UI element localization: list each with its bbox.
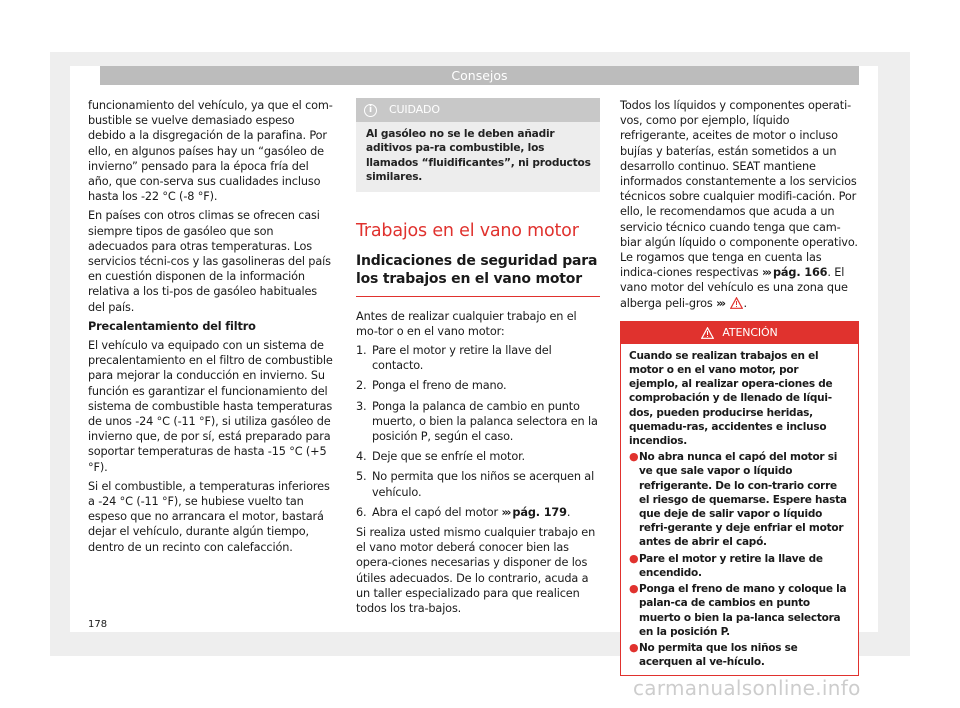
bullet-text: No abra nunca el capó del motor si ve que sale vapor o líquido refrigerante. De lo con-trario corre el riesgo de quemarse. Espere hasta que deje de salir vapor o líquido refri-gerante y deje enfriar el motor antes de abrir el capó. bbox=[639, 451, 847, 549]
column-middle bbox=[356, 98, 600, 620]
list-item bbox=[356, 449, 600, 464]
paragraph: El vehículo va equipado con un sistema de precalentamiento en el filtro de combustible para mejorar la conducción en invierno. Su función es garantizar el funcionamiento del sistema de combustible hasta temperaturas de unos -24 °C (-11 °F), si utiliza gasóleo de invierno que, de por sí, está preparado para soportar temperaturas de hasta -15 °C (+5 °F). bbox=[88, 339, 333, 474]
warning-list bbox=[629, 450, 850, 669]
step-text: Ponga la palanca de cambio en punto muerto, o bien la palanca selectora en la posición P, según el caso. bbox=[372, 399, 598, 444]
step-number: 1. bbox=[356, 344, 367, 358]
text-run: . bbox=[743, 296, 747, 310]
list-item bbox=[629, 641, 850, 669]
subheading: Precalentamiento del filtro bbox=[88, 319, 256, 333]
outro-paragraph: Si realiza usted mismo cualquier trabajo en el vano motor deberá conocer bien las opera-ciones necesarias y disponer de los útiles adecuados. De lo contrario, acuda a un taller especializado para que realicen todos los tra-bajos. bbox=[356, 526, 596, 616]
intro-paragraph: Antes de realizar cualquier trabajo en el mo-tor o en el vano motor: bbox=[356, 309, 577, 338]
page-reference-link[interactable]: pág. 166 bbox=[772, 266, 828, 280]
step-text: Deje que se enfríe el motor. bbox=[372, 450, 525, 464]
step-number: 6. bbox=[356, 505, 367, 519]
text-run: Todos los líquidos y componentes operati-vos, como por ejemplo, líquido refrigerante, aceites de motor o incluso bujías y baterías, están sometidos a un desarrollo continuo. SEAT mantiene informados constantemente a los servicios técnicos sobre cualquier modifi-cación. Por ello, le recomendamos que acuda a un servicio técnico cuando tenga que cam-biar algún líquido o componente operativo. Le rogamos que tenga en cuenta las indica-ciones respectivas bbox=[620, 99, 858, 280]
bullet-text: Pare el motor y retire la llave de encendido. bbox=[639, 552, 823, 579]
list-item bbox=[629, 552, 850, 580]
list-item bbox=[356, 378, 600, 393]
bullet-text: No permita que los niños se acerquen al ve-hículo. bbox=[639, 641, 798, 669]
step-text: No permita que los niños se acerquen al vehículo. bbox=[372, 470, 595, 499]
caution-header bbox=[356, 98, 600, 122]
page-reference-link[interactable]: pág. 179 bbox=[512, 505, 567, 519]
bullet-icon: ● bbox=[629, 582, 639, 596]
warning-header bbox=[621, 322, 858, 344]
bullet-icon: ● bbox=[629, 551, 639, 565]
bullet-text: Ponga el freno de mano y coloque la palan-ca de cambios en punto muerto o bien la pa-lanca selectora en la posición P. bbox=[639, 583, 847, 638]
warning-label: ATENCIÓN bbox=[722, 326, 778, 340]
info-icon: i bbox=[364, 104, 377, 117]
paragraph: funcionamiento del vehículo, ya que el com-bustible se vuelve demasiado espeso debido a la disgregación de la parafina. Por ello, en algunos países hay un “gasóleo de invierno” pensado para la época fría del año, que con-serva sus cualidades incluso hasta los -22 °C (-8 °F). bbox=[88, 99, 333, 204]
warning-box bbox=[620, 321, 859, 676]
column-right bbox=[620, 98, 859, 676]
step-text: Pare el motor y retire la llave del contacto. bbox=[372, 344, 552, 373]
watermark: carmanualsonline.info bbox=[633, 676, 861, 700]
paragraph: En países con otros climas se ofrecen casi siempre tipos de gasóleo que son adecuados para otras temperaturas. Los servicios técni-cos y las gasolineras del país en cuestión disponen de la información relativa a los ti-pos de gasóleo habituales del país. bbox=[88, 209, 331, 314]
step-number: 5. bbox=[356, 470, 367, 484]
paragraph bbox=[620, 98, 859, 311]
column-left bbox=[88, 98, 334, 559]
step-number: 3. bbox=[356, 399, 367, 413]
cross-reference-arrows: ››› bbox=[501, 505, 510, 519]
list-item bbox=[356, 505, 600, 520]
page-number: 178 bbox=[88, 619, 108, 630]
text-run: . El vano motor del vehículo es una zona que alberga peli-gros bbox=[620, 266, 848, 310]
caution-label: CUIDADO bbox=[389, 103, 440, 117]
warning-triangle-icon bbox=[701, 327, 714, 339]
step-number: 2. bbox=[356, 379, 367, 393]
caution-box bbox=[356, 98, 600, 192]
warning-intro: Cuando se realizan trabajos en el motor o en el vano motor, por ejemplo, al realizar opera-ciones de comprobación y de llenado de líqui-dos, pueden producirse heridas, quemadu-ras, accidentes e incluso incendios. bbox=[629, 349, 833, 448]
step-number: 4. bbox=[356, 450, 367, 464]
step-text: Abra el capó del motor bbox=[372, 505, 498, 519]
list-item bbox=[356, 399, 600, 445]
step-text-container bbox=[372, 505, 600, 520]
step-text: Ponga el freno de mano. bbox=[372, 379, 507, 393]
section-title: Trabajos en el vano motor bbox=[356, 220, 579, 241]
warning-body bbox=[621, 344, 858, 675]
list-item bbox=[629, 450, 850, 549]
header-title: Consejos bbox=[451, 68, 508, 83]
cross-reference-arrows: ››› bbox=[716, 296, 725, 310]
cross-reference-arrows: ››› bbox=[762, 266, 770, 280]
bullet-icon: ● bbox=[629, 450, 639, 464]
steps-list bbox=[356, 343, 600, 520]
list-item bbox=[356, 343, 600, 373]
bullet-icon: ● bbox=[629, 640, 639, 654]
list-item bbox=[629, 582, 850, 639]
warning-triangle-icon[interactable] bbox=[730, 297, 743, 309]
section-subtitle: Indicaciones de seguridad para los trabajos en el vano motor bbox=[356, 252, 600, 297]
step-text-end: . bbox=[566, 505, 571, 519]
caution-text: Al gasóleo no se le deben añadir aditivos pa-ra combustible, los llamados “fluidificantes”, ni productos similares. bbox=[366, 128, 591, 184]
list-item bbox=[356, 469, 600, 499]
header-bar bbox=[100, 66, 859, 85]
paragraph: Si el combustible, a temperaturas inferiores a -24 °C (-11 °F), se hubiese vuelto tan espeso que no arrancara el motor, bastará dejar el vehículo, durante algún tiempo, dentro de un recinto con calefacción. bbox=[88, 479, 330, 554]
